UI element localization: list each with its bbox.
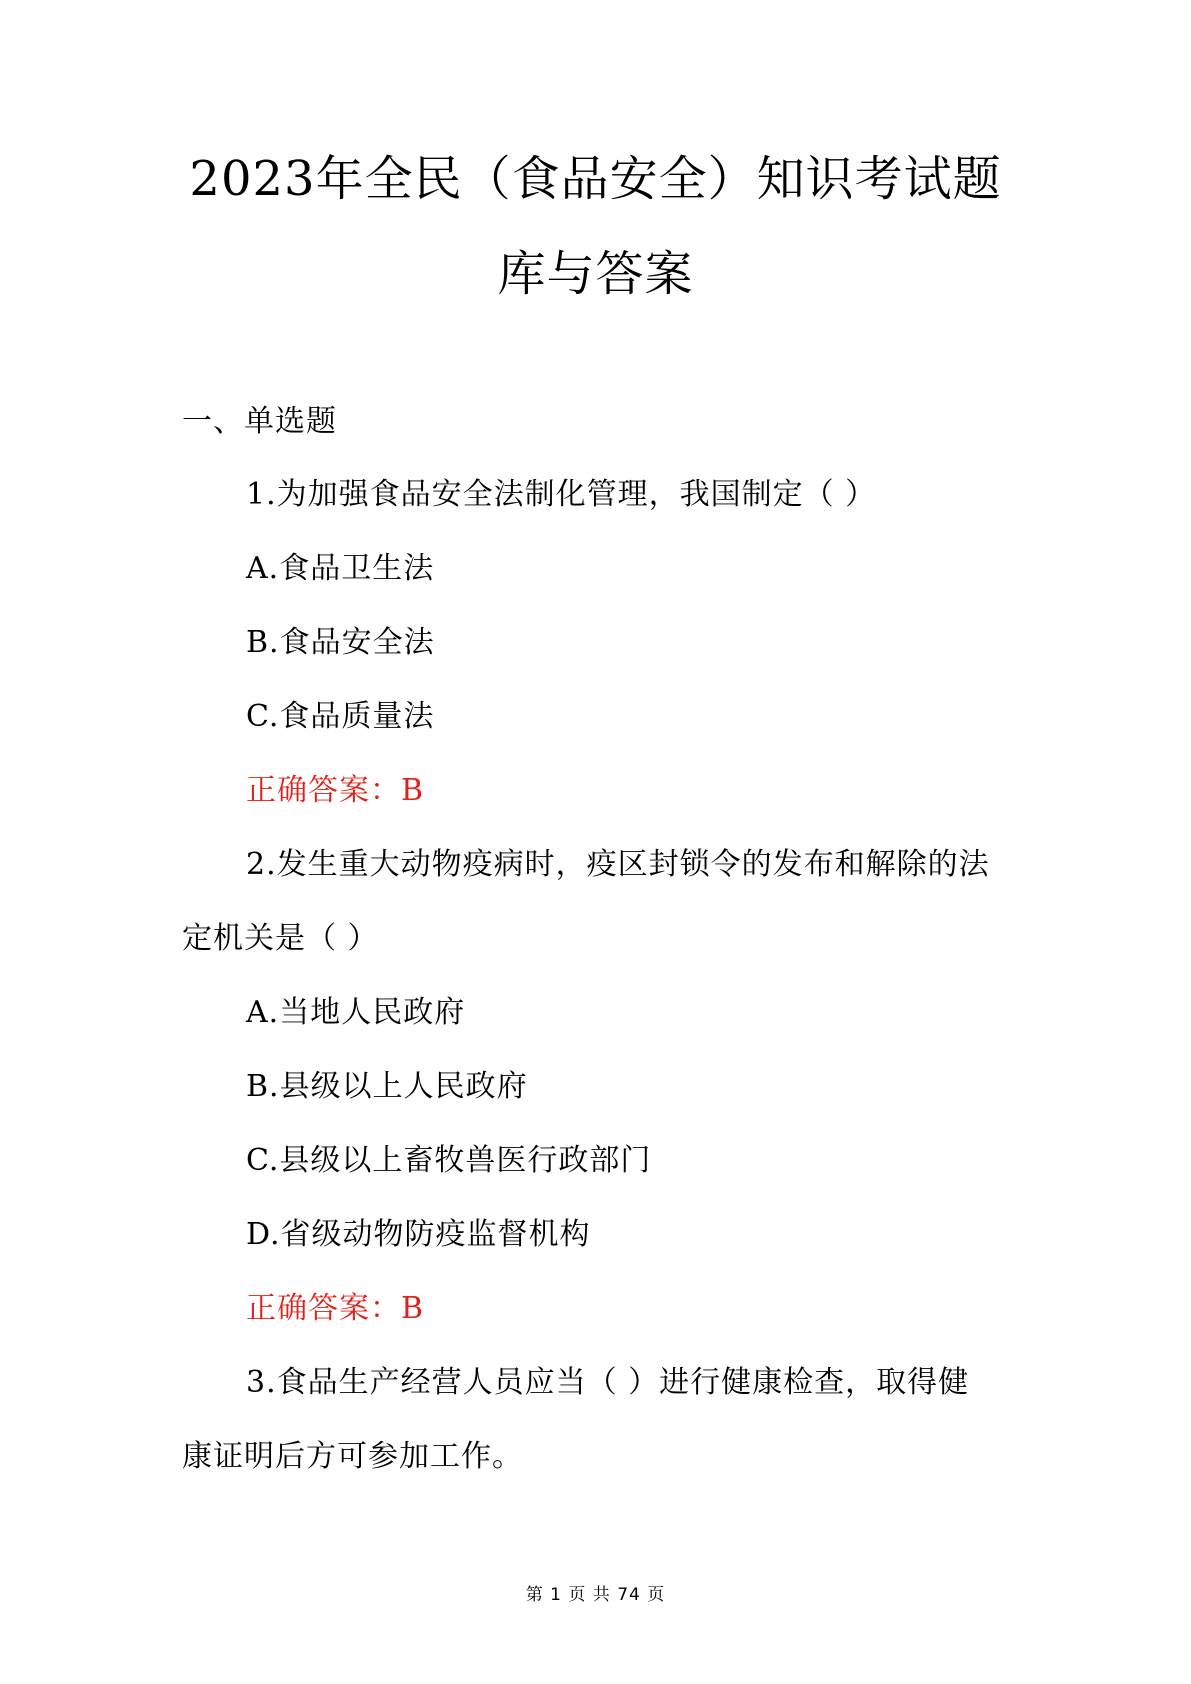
question-1-stem: 1.为加强食品安全法制化管理，我国制定（ ）	[246, 477, 877, 512]
question-1-option-b: B.食品安全法	[246, 625, 435, 660]
question-3-stem-line-2: 康证明后方可参加工作。	[182, 1439, 523, 1474]
question-3-stem-line-1: 3.食品生产经营人员应当（ ）进行健康检查，取得健	[246, 1365, 970, 1400]
document-title-line-2: 库与答案	[497, 246, 694, 302]
page-footer: 第 1 页 共 74 页	[525, 1585, 666, 1605]
question-1-option-c: C.食品质量法	[246, 699, 435, 734]
question-2-stem-line-1: 2.发生重大动物疫病时，疫区封锁令的发布和解除的法	[246, 847, 990, 882]
question-2-option-b: B.县级以上人民政府	[246, 1069, 528, 1104]
question-1-answer: 正确答案：B	[246, 773, 425, 808]
question-1-option-a: A.食品卫生法	[246, 551, 435, 586]
question-2-option-d: D.省级动物防疫监督机构	[246, 1217, 591, 1252]
section-heading: 一、单选题	[182, 404, 337, 439]
question-2-stem-line-2: 定机关是（ ）	[182, 921, 379, 956]
document-title-line-1: 2023年全民（食品安全）知识考试题	[189, 151, 1002, 207]
question-2-answer: 正确答案：B	[246, 1291, 425, 1326]
question-2-option-c: C.县级以上畜牧兽医行政部门	[246, 1143, 652, 1178]
question-2-option-a: A.当地人民政府	[246, 995, 466, 1030]
